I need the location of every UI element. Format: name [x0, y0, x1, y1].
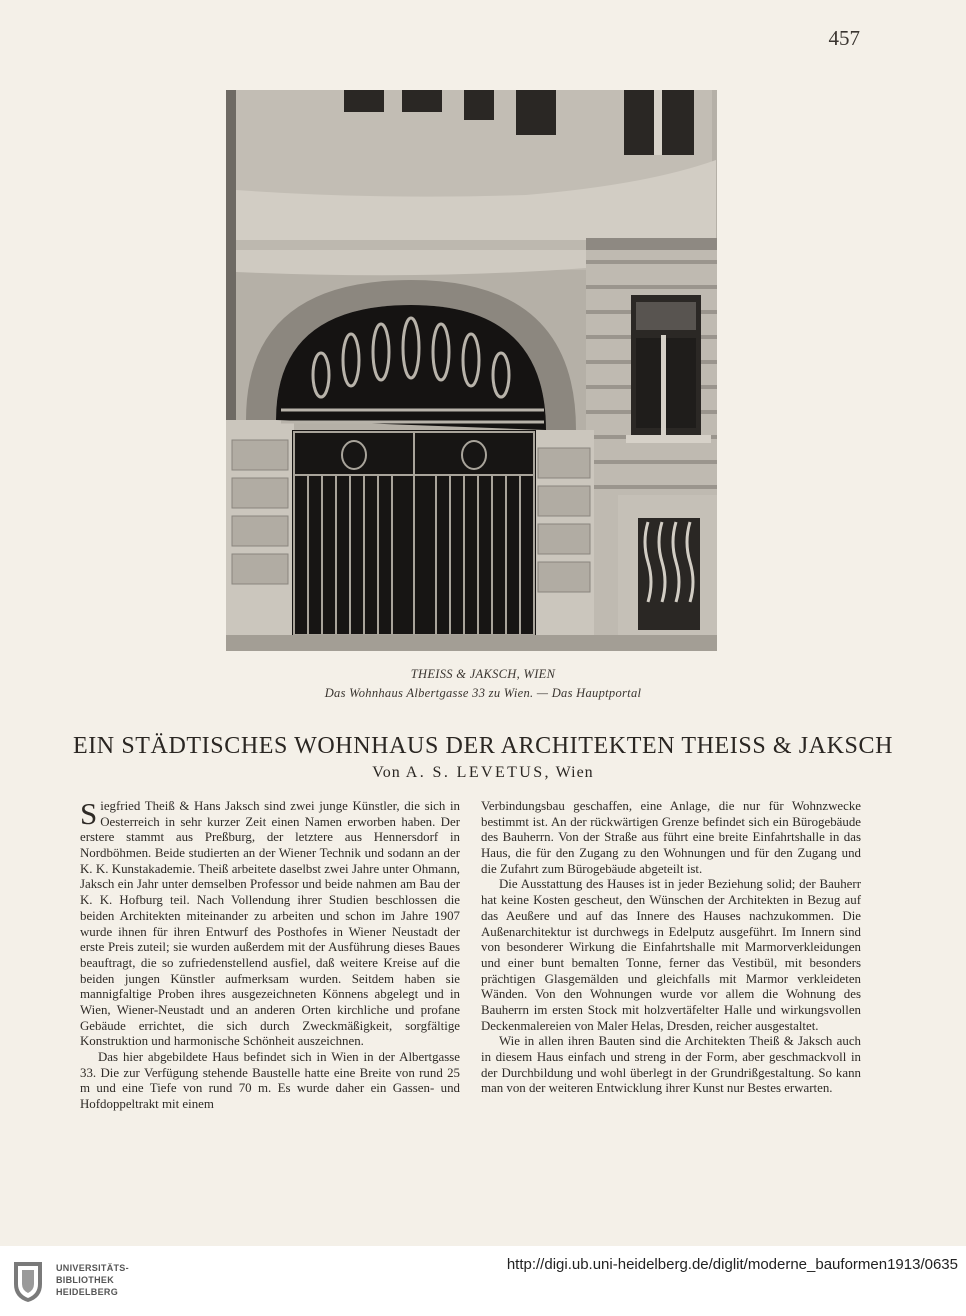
- paragraph-1: [80, 796, 460, 1050]
- paragraph-1-text: iegfried Theiß & Hans Jaksch sind zwei junge Künstler, die sich in Oesterreich in sehr kurzer Zeit einen Namen erworben haben. Der erstere stammt aus Preßburg, der letztere aus Hennersdorf in Nordböhmen. Beide studierten an der Wiener Technik und sodann an der K. K. Kunstakademie. Theiß arbeitete daselbst zwei Jahre unter Ohmann, Jaksch ein Jahr unter demselben Professor und beide nahmen am Bau der K. K. Hofburg teil. Nach Vollendung ihrer Studien beschlossen die beiden Architekten miteinander zu arbeiten und schon im Jahre 1907 wurde ihnen für ihren Entwurf des Posthofes in Wiener Neustadt der erste Preis zuteil; sie wurden außerdem mit der Ausführung dieses Baues beauftragt, die so zufriedenstellend ausfiel, daß weitere Kreise auf die beiden jungen Künstler aufmerksam wurden. Seitdem haben sie mannigfaltige Proben ihres ausgezeichneten Könnens abgelegt und in Wien, Wiener-Neustadt und an anderen Orten kirchliche und profane Gebäude errichtet, die sich durch Zweckmäßigkeit, sorgfältige Konstruktion und harmonische Schönheit auszeichnen.: [80, 799, 460, 1049]
- library-logo-icon: [10, 1258, 46, 1304]
- paragraph-5: Wie in allen ihren Bauten sind die Architekten Theiß & Jaksch auch in diesem Haus einfach und streng in der Form, aber geschmackvoll in der Durchbildung und wohl überlegt in der Grundrißgestaltung. So kann man von der weiteren Entwicklung ihrer Kunst nur Bestes erwarten.: [481, 1034, 861, 1096]
- source-url-link[interactable]: http://digi.ub.uni-heidelberg.de/diglit/moderne_bauformen1913/0635: [506, 1256, 958, 1273]
- article-title: EIN STÄDTISCHES WOHNHAUS DER ARCHITEKTEN THEISS & JAKSCH: [72, 733, 894, 759]
- drop-cap: S: [80, 796, 98, 831]
- library-name: [56, 1262, 129, 1298]
- text-column-left: [80, 796, 460, 1113]
- figure-caption-subtitle: Das Wohnhaus Albertgasse 33 zu Wien. — Das Hauptportal: [324, 686, 642, 700]
- article-byline: [0, 764, 966, 782]
- library-name-line-1: UNIVERSITÄTS-: [56, 1263, 129, 1273]
- paragraph-4: Die Ausstattung des Hauses ist in jeder Beziehung solid; der Bauherr hat keine Kosten gescheut, den Wünschen der Architekten in Bezug auf das Aeußere und auf das Innere des Hauses nachzukommen. Die Außenarchitektur ist durchwegs in Edelputz ausgeführt. Im Innern sind von besonderer Wirkung die Einfahrtshalle mit Marmorverkleidungen und einer bunt bemalten Tonne, ferner das Vestibül, mit besonders prächtigen Glasgemälden und gleichfalls mit Marmor verkleideten Wänden. Von den Wohnungen wurde vor allem die Wohnung des Bauherrn im ersten Stock mit holzvertäfelter Halle und wirkungsvollen Deckenmalereien von Maler Helas, Dresden, reicher ausgestaltet.: [481, 877, 861, 1033]
- paragraph-2: Das hier abgebildete Haus befindet sich in Wien in der Albertgasse 33. Die zur Verfügung stehende Baustelle hatte eine Breite von rund 25 m und eine Tiefe von rund 70 m. Es wurde daher ein Gassen- und Hofdoppeltrakt mit einem: [80, 1050, 460, 1112]
- text-column-right: [481, 799, 861, 1097]
- byline-prefix: Von: [372, 764, 401, 781]
- byline-author: A. S. LEVETUS,: [405, 764, 551, 781]
- page-number: 457: [828, 26, 860, 50]
- byline-place: Wien: [555, 764, 594, 781]
- paragraph-3: Verbindungsbau geschaffen, eine Anlage, die nur für Wohnzwecke bestimmt ist. An der rückwärtigen Grenze befindet sich ein Bürogebäude des Bauherrn. Von der Straße aus führt eine breite Einfahrtshalle in das Haus, die für den Zugang zu den Wohnungen und für den Zugang und die Zufahrt zum Bürogebäude abgeteilt ist.: [481, 799, 861, 876]
- portal-photograph: [226, 90, 717, 651]
- figure-caption-title: THEISS & JAKSCH, WIEN: [410, 667, 556, 681]
- library-footer: [0, 1246, 966, 1316]
- library-name-line-3: HEIDELBERG: [56, 1287, 119, 1297]
- library-name-line-2: BIBLIOTHEK: [56, 1275, 114, 1285]
